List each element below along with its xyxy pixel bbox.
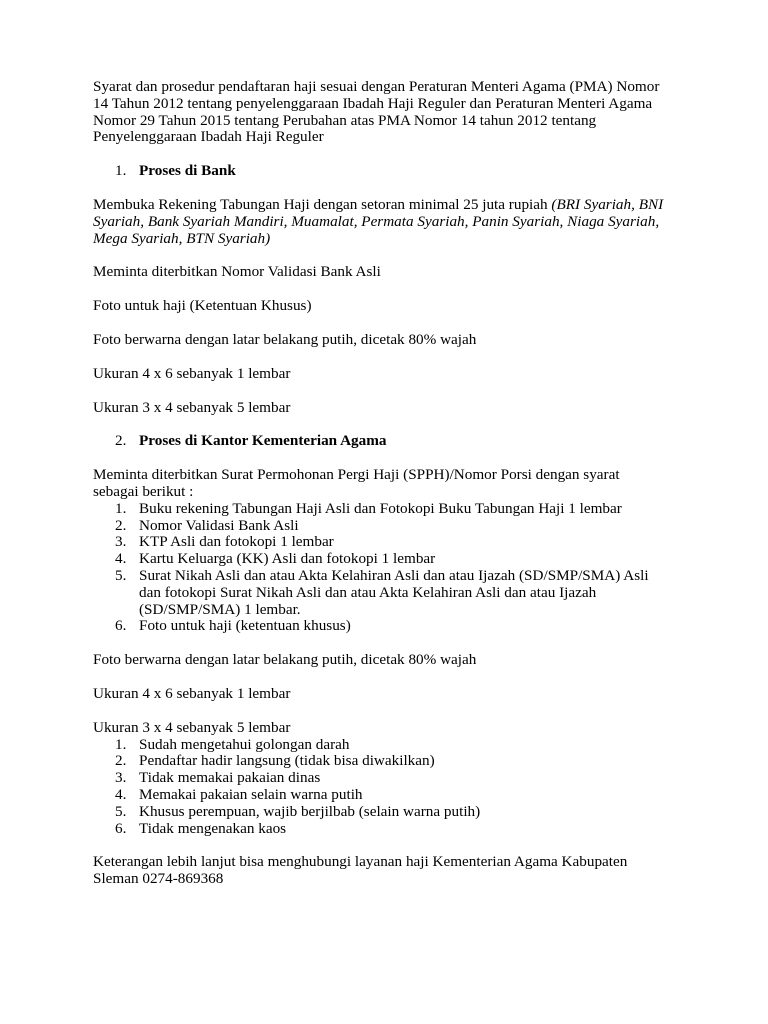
section-1-heading — [93, 163, 668, 180]
rule-item-number: 2. — [115, 752, 127, 770]
section-2-number: 2. — [115, 432, 127, 450]
requirement-item — [93, 618, 668, 635]
rule-item-number: 1. — [115, 735, 127, 753]
section-2-heading — [93, 433, 668, 450]
requirement-item-number: 3. — [115, 533, 127, 551]
requirement-item — [93, 568, 668, 618]
rule-item — [93, 753, 668, 770]
rule-item — [93, 737, 668, 754]
size-4x6-paragraph: Ukuran 4 x 6 sebanyak 1 lembar — [93, 364, 291, 382]
rule-item-text: Sudah mengetahui golongan darah — [139, 735, 350, 753]
bank-list-text: (BRI Syariah, BNI Syariah, Bank Syariah Mandiri, Muamalat, Permata Syariah, Panin Syariah, Niaga Syariah, Mega Syariah, BTN Syariah) — [93, 195, 664, 247]
rule-item-number: 6. — [115, 819, 127, 837]
photo-color-paragraph-2: Foto berwarna dengan latar belakang putih, dicetak 80% wajah — [93, 651, 477, 669]
requirement-item-number: 2. — [115, 516, 127, 534]
photo-color-paragraph: Foto berwarna dengan latar belakang putih, dicetak 80% wajah — [93, 330, 477, 348]
requirements-list — [93, 501, 668, 635]
photo-heading-paragraph: Foto untuk haji (Ketentuan Khusus) — [93, 297, 312, 315]
rule-item-number: 3. — [115, 769, 127, 787]
section-1-title: Proses di Bank — [139, 162, 236, 180]
requirement-item — [93, 534, 668, 551]
rule-item — [93, 787, 668, 804]
size-3x4-paragraph-2: Ukuran 3 x 4 sebanyak 5 lembar — [93, 718, 291, 736]
requirement-item-text: KTP Asli dan fotokopi 1 lembar — [139, 533, 334, 551]
validation-paragraph: Meminta diterbitkan Nomor Validasi Bank Asli — [93, 263, 381, 281]
requirement-item-number: 1. — [115, 499, 127, 517]
rule-item-number: 5. — [115, 802, 127, 820]
rule-item — [93, 770, 668, 787]
rule-item-text: Pendaftar hadir langsung (tidak bisa diwakilkan) — [139, 752, 435, 770]
rule-item-text: Tidak mengenakan kaos — [139, 819, 287, 837]
section-1-number: 1. — [115, 162, 127, 180]
requirement-item — [93, 501, 668, 518]
requirement-item-number: 6. — [115, 617, 127, 635]
intro-paragraph: Syarat dan prosedur pendaftaran haji sesuai dengan Peraturan Menteri Agama (PMA) Nomor 14 Tahun 2012 tentang penyelenggaraan Ibadah Haji Reguler dan Peraturan Menteri Agama Nomor 29 Tahun 2015 tentang Perubahan atas PMA Nomor 14 tahun 2012 tentang Penyelenggaraan Ibadah Haji Reguler — [93, 78, 660, 146]
requirement-item-text: Buku rekening Tabungan Haji Asli dan Fotokopi Buku Tabungan Haji 1 lembar — [139, 499, 622, 517]
requirement-item-text: Nomor Validasi Bank Asli — [139, 516, 299, 534]
rule-item-number: 4. — [115, 785, 127, 803]
rules-list — [93, 737, 668, 838]
rule-item-text: Tidak memakai pakaian dinas — [139, 769, 321, 787]
requirement-item-text: Foto untuk haji (ketentuan khusus) — [139, 617, 351, 635]
requirement-item — [93, 551, 668, 568]
rule-item-text: Memakai pakaian selain warna putih — [139, 785, 363, 803]
requirement-item-number: 4. — [115, 550, 127, 568]
bank-account-text: Membuka Rekening Tabungan Haji dengan setoran minimal 25 juta rupiah — [93, 195, 552, 213]
requirement-item — [93, 518, 668, 535]
requirement-item-text: Surat Nikah Asli dan atau Akta Kelahiran Asli dan atau Ijazah (SD/SMP/SMA) Asli dan fotokopi Surat Nikah Asli dan atau Akta Kelahiran Asli dan atau Ijazah (SD/SMP/SMA) 1 lembar. — [139, 566, 649, 618]
rule-item — [93, 804, 668, 821]
requirement-item-text: Kartu Keluarga (KK) Asli dan fotokopi 1 lembar — [139, 550, 436, 568]
rule-item-text: Khusus perempuan, wajib berjilbab (selain warna putih) — [139, 802, 481, 820]
size-4x6-paragraph-2: Ukuran 4 x 6 sebanyak 1 lembar — [93, 684, 291, 702]
rule-item — [93, 821, 668, 838]
requirement-item-number: 5. — [115, 566, 127, 584]
closing-paragraph: Keterangan lebih lanjut bisa menghubungi layanan haji Kementerian Agama Kabupaten Sleman 0274-869368 — [93, 853, 628, 888]
size-3x4-paragraph: Ukuran 3 x 4 sebanyak 5 lembar — [93, 398, 291, 416]
bank-account-paragraph — [93, 197, 668, 247]
document-page — [93, 79, 668, 888]
spph-request-paragraph: Meminta diterbitkan Surat Permohonan Pergi Haji (SPPH)/Nomor Porsi dengan syarat sebagai berikut : — [93, 466, 620, 500]
section-2-title: Proses di Kantor Kementerian Agama — [139, 432, 387, 450]
